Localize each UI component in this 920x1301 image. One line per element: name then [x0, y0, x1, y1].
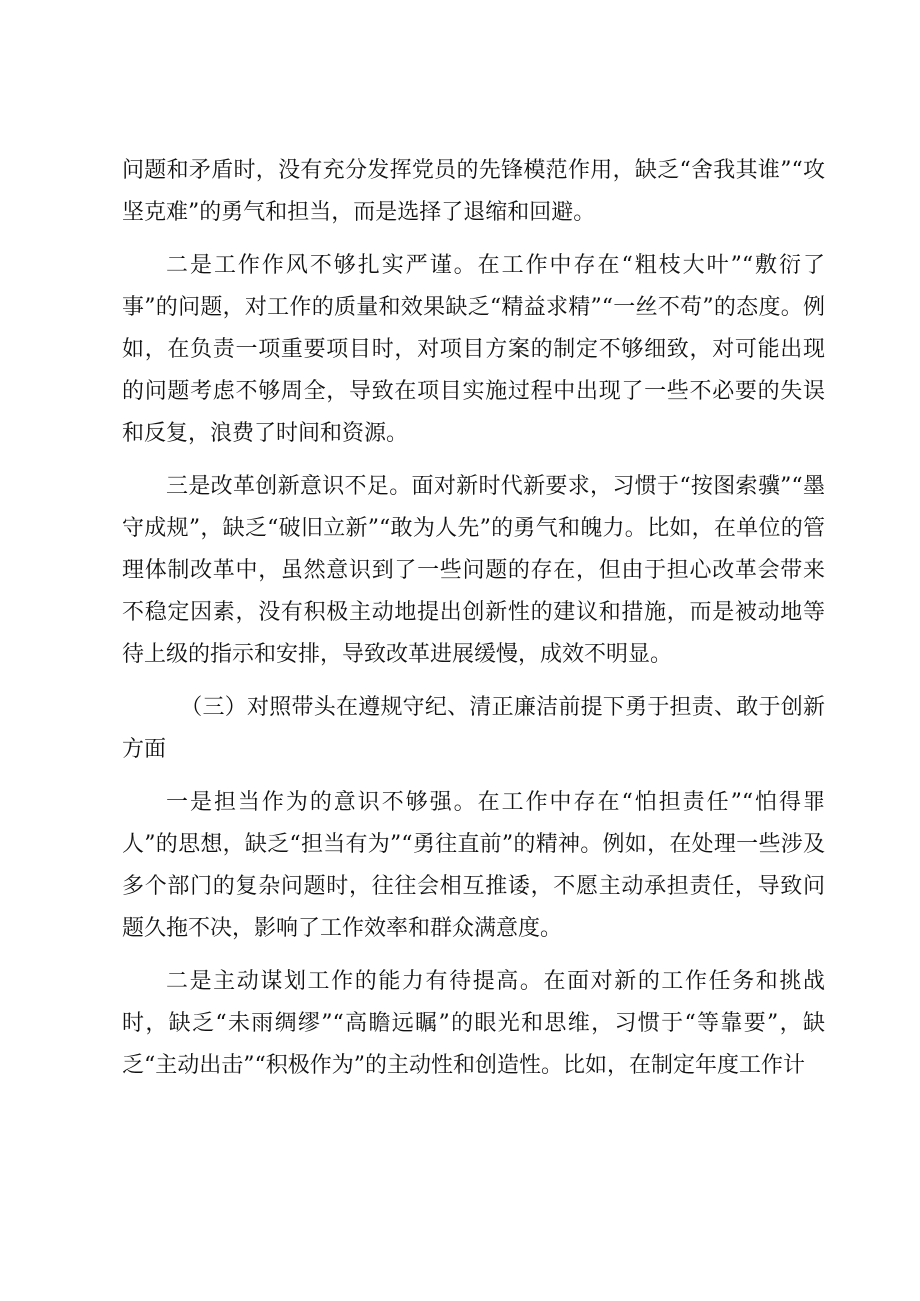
paragraph-planning-ability: 二是主动谋划工作的能力有待提高。在面对新的工作任务和挑战时，缺乏“未雨绸缪”“高瞻远瞩”的眼光和思维，习惯于“等靠要”，缺乏“主动出击”“积极作为”的主动性和创造性。比如，在制定年度工作计 [122, 969, 825, 1078]
paragraph-reform-innovation: 三是改革创新意识不足。面对新时代新要求，习惯于“按图索骥”“墨守成规”，缺乏“破旧立新”“敢为人先”的勇气和魄力。比如，在单位的管理体制改革中，虽然意识到了一些问题的存在，但由于担心改革会带来不稳定因素，没有积极主动地提出创新性的建议和措施，而是被动地等待上级的指示和安排，导致改革进展缓慢，成效不明显。 [122, 474, 825, 667]
paragraph-work-style: 二是工作作风不够扎实严谨。在工作中存在“粗枝大叶”“敷衍了事”的问题，对工作的质量和效果缺乏“精益求精”“一丝不苟”的态度。例如，在负责一项重要项目时，对项目方案的制定不够细致，对可能出现的问题考虑不够周全，导致在项目实施过程中出现了一些不必要的失误和反复，浪费了时间和资源。 [122, 253, 825, 446]
paragraph-continuation: 问题和矛盾时，没有充分发挥党员的先锋模范作用，缺乏“舍我其谁”“攻坚克难”的勇气和担当，而是选择了退缩和回避。 [122, 158, 825, 225]
document-body [122, 150, 825, 1098]
section-heading-three: （三）对照带头在遵规守纪、清正廉洁前提下勇于担责、敢于创新方面 [122, 695, 825, 762]
paragraph-responsibility: 一是担当作为的意识不够强。在工作中存在“怕担责任”“怕得罪人”的思想，缺乏“担当有为”“勇往直前”的精神。例如，在处理一些涉及多个部门的复杂问题时，往往会相互推诿，不愿主动承担责任，导致问题久拖不决，影响了工作效率和群众满意度。 [122, 790, 825, 941]
